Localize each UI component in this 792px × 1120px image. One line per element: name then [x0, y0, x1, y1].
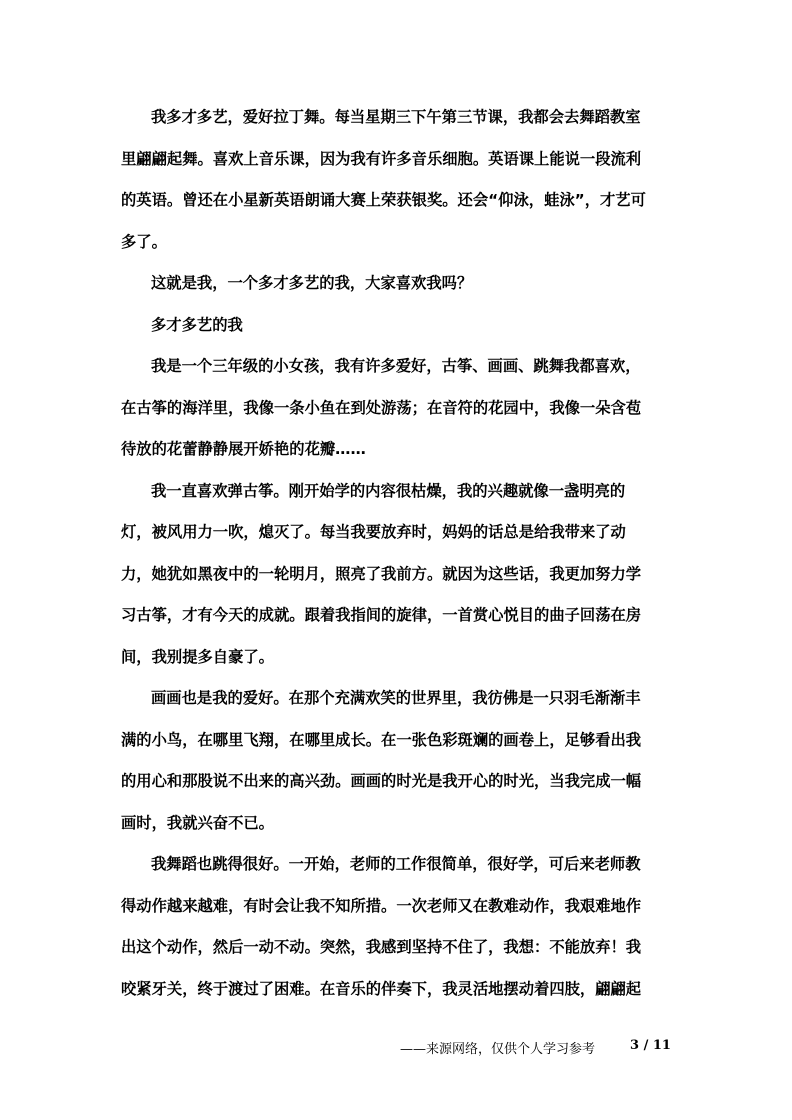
text-line: 的用心和那股说不出来的高兴劲。画画的时光是我开心的时光，当我完成一幅	[121, 772, 642, 790]
page-footer	[0, 1038, 792, 1058]
text-line: 画画也是我的爱好。在那个充满欢笑的世界里，我彷佛是一只羽毛渐渐丰	[151, 689, 641, 707]
text-line: 灯，被风用力一吹，熄灭了。每当我要放弃时，妈妈的话总是给我带来了动	[121, 523, 626, 541]
text-line: 画时，我就兴奋不已。	[121, 813, 274, 832]
text-line: 在古筝的海洋里，我像一条小鱼在到处游荡；在音符的花园中，我像一朵含苞	[121, 398, 642, 417]
text-line: 的英语。曾还在小星新英语朗诵大赛上荣获银奖。还会“仰泳，蛙泳”，才艺可	[121, 191, 646, 209]
text-line: 我多才多艺，爱好拉丁舞。每当星期三下午第三节课，我都会去舞蹈教室	[151, 108, 641, 126]
text-line: 我一直喜欢弹古筝。刚开始学的内容很枯燥，我的兴趣就像一盏明亮的	[151, 481, 626, 500]
text-line: 得动作越来越难，有时会让我不知所措。一次老师又在教难动作，我艰难地作	[121, 896, 642, 915]
text-line: 咬紧牙关，终于渡过了困难。在音乐的伴奏下，我灵活地摆动着四肢，翩翩起	[121, 979, 642, 998]
text-line: 满的小鸟，在哪里飞翔，在哪里成长。在一张色彩斑斓的画卷上，足够看出我	[121, 730, 642, 749]
text-line: 多才多艺的我	[151, 315, 243, 334]
text-line: 多了。	[121, 232, 167, 251]
text-line: 我是一个三年级的小女孩，我有许多爱好，古筝、画画、跳舞我都喜欢，	[151, 357, 641, 375]
text-line: 这就是我，一个多才多艺的我，大家喜欢我吗？	[151, 274, 473, 292]
text-line: 里翩翩起舞。喜欢上音乐课，因为我有许多音乐细胞。英语课上能说一段流利	[121, 149, 642, 168]
text-line: 间，我别提多自豪了。	[121, 647, 274, 666]
text-line: 力，她犹如黑夜中的一轮明月，照亮了我前方。就因为这些话，我更加努力学	[121, 564, 642, 583]
text-line: 出这个动作，然后一动不动。突然，我感到坚持不住了，我想：不能放弃！我	[121, 938, 642, 956]
text-line: 我舞蹈也跳得很好。一开始，老师的工作很简单，很好学，可后来老师教	[151, 855, 641, 873]
body-text	[121, 99, 667, 1012]
text-line: 待放的花蕾静静展开娇艳的花瓣……	[121, 440, 366, 458]
text-line: 习古筝，才有今天的成就。跟着我指间的旋律，一首赏心悦目的曲子回荡在房	[121, 606, 642, 624]
page-number: 3 / 11	[630, 1038, 671, 1053]
footer-source-note: ——来源网络，仅供个人学习参考	[400, 1042, 596, 1057]
